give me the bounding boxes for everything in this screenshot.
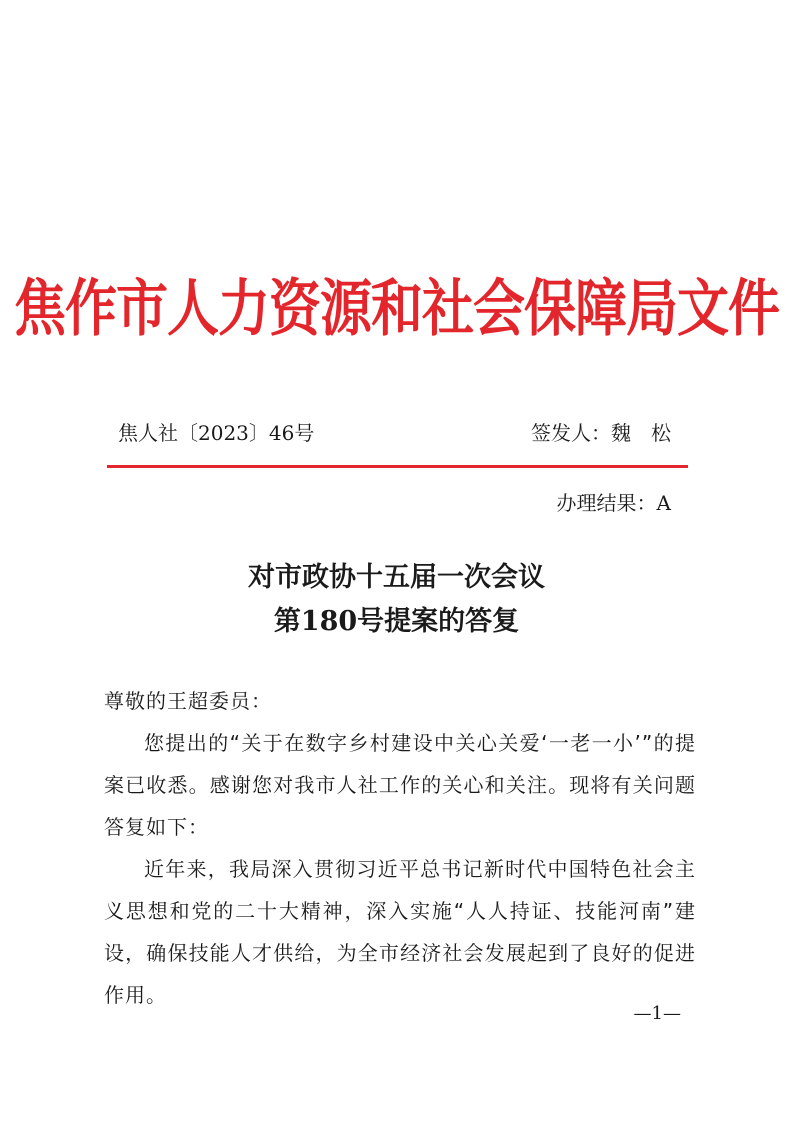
red-separator-line bbox=[107, 465, 688, 468]
signer-block bbox=[531, 418, 691, 448]
document-number: 焦人社〔2023〕46号 bbox=[118, 421, 315, 445]
body-paragraph: 近年来，我局深入贯彻习近平总书记新时代中国特色社会主义思想和党的二十大精神，深入实施“人人持证、技能河南”建设，确保技能人才供给，为全市经济社会发展起到了良好的促进作用。 bbox=[104, 857, 696, 1007]
reply-body bbox=[104, 680, 696, 1016]
issuer-header-title: 焦作市人力资源和社会保障局文件 bbox=[13, 273, 779, 345]
page-number: —1— bbox=[633, 1003, 681, 1024]
reply-title-line-2: 第180号提案的答复 bbox=[273, 606, 520, 637]
signer-name: 魏松 bbox=[611, 421, 691, 445]
result-value: A bbox=[656, 491, 671, 515]
handling-result bbox=[557, 488, 671, 518]
reply-title-line-1: 对市政协十五届一次会议 bbox=[248, 562, 545, 593]
salutation: 尊敬的王超委员： bbox=[104, 689, 272, 713]
signer-label: 签发人： bbox=[531, 421, 611, 445]
body-paragraph: 您提出的“关于在数字乡村建设中关心关爱‘一老一小’”的提案已收悉。感谢您对我市人社工作的关心和关注。现将有关问题答复如下： bbox=[104, 731, 696, 839]
result-label: 办理结果： bbox=[556, 491, 657, 515]
reply-title bbox=[0, 556, 793, 644]
